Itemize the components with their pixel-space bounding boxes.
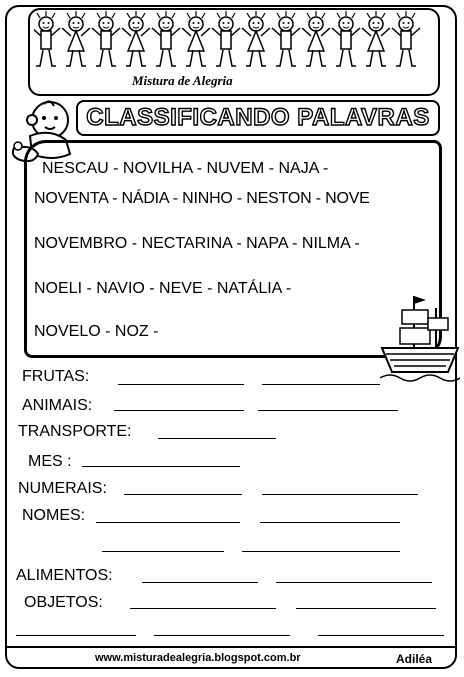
- blank-nomes-4[interactable]: [242, 551, 400, 552]
- blank-extra-2[interactable]: [154, 635, 290, 636]
- blank-alimentos-1[interactable]: [142, 582, 258, 583]
- footer-author: Adiléa: [396, 652, 433, 666]
- blank-animais-1[interactable]: [114, 410, 244, 411]
- blank-nomes-3[interactable]: [102, 551, 224, 552]
- blank-transporte[interactable]: [158, 438, 276, 439]
- word-line-1: NESCAU - NOVILHA - NUVEM - NAJA -: [42, 160, 329, 177]
- word-line-4: NOELI - NAVIO - NEVE - NATÁLIA -: [34, 280, 292, 297]
- blank-extra-3[interactable]: [318, 635, 444, 636]
- blank-frutas-2[interactable]: [262, 384, 380, 385]
- blank-objetos-1[interactable]: [130, 608, 276, 609]
- stick-children-icon: [34, 10, 434, 76]
- ship-icon: [380, 290, 460, 390]
- page-title: CLASSIFICANDO PALAVRAS: [86, 104, 430, 131]
- blank-objetos-2[interactable]: [296, 608, 436, 609]
- label-objetos: OBJETOS:: [24, 594, 103, 611]
- word-line-5: NOVELO - NOZ -: [34, 323, 159, 340]
- footer-divider: [5, 646, 457, 648]
- label-mes: MES :: [28, 453, 72, 470]
- blank-mes[interactable]: [82, 466, 240, 467]
- label-nomes: NOMES:: [22, 507, 86, 524]
- blank-numerais-2[interactable]: [262, 494, 418, 495]
- label-frutas: FRUTAS:: [22, 368, 90, 385]
- word-line-3: NOVEMBRO - NECTARINA - NAPA - NILMA -: [34, 235, 360, 252]
- label-animais: ANIMAIS:: [22, 397, 93, 414]
- brand-name: Mistura de Alegria: [132, 73, 233, 88]
- word-line-2: NOVENTA - NÁDIA - NINHO - NESTON - NOVE: [34, 190, 370, 207]
- blank-frutas-1[interactable]: [118, 384, 244, 385]
- blank-nomes-1[interactable]: [96, 522, 240, 523]
- label-alimentos: ALIMENTOS:: [16, 567, 113, 584]
- blank-extra-1[interactable]: [16, 635, 136, 636]
- blank-nomes-2[interactable]: [260, 522, 400, 523]
- blank-animais-2[interactable]: [258, 410, 398, 411]
- footer-url[interactable]: www.misturadealegria.blogspot.com.br: [95, 652, 301, 664]
- label-numerais: NUMERAIS:: [18, 480, 107, 497]
- blank-numerais-1[interactable]: [124, 494, 242, 495]
- label-transporte: TRANSPORTE:: [18, 423, 132, 440]
- blank-alimentos-2[interactable]: [276, 582, 432, 583]
